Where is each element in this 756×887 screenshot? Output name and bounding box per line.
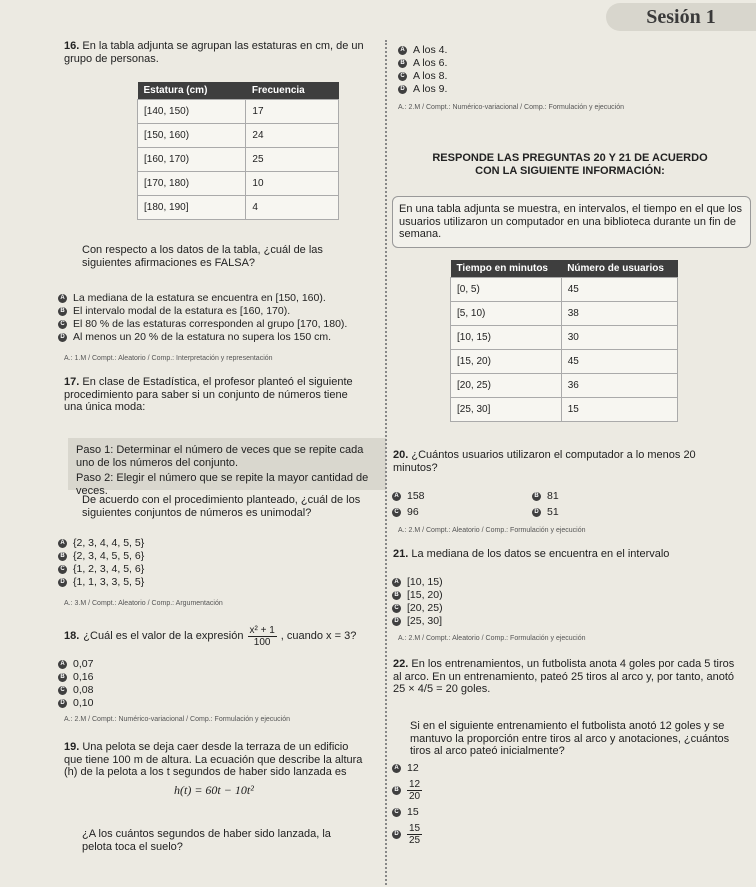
q15-tag: A.: 2.M / Compt.: Numérico-variacional / Comp.: Formulación y ejecución bbox=[398, 104, 625, 111]
q21-option-c[interactable] bbox=[392, 602, 512, 615]
q16-option-letter: C bbox=[58, 320, 67, 329]
q17-step2: Paso 2: Elegir el número que se repite la mayor cantidad de veces. bbox=[76, 472, 369, 497]
q21-text: La mediana de los datos se encuentra en el intervalo bbox=[411, 548, 670, 560]
q16-question: Con respecto a los datos de la tabla, ¿cuál de las siguientes afirmaciones es FALSA? bbox=[82, 244, 323, 269]
q22-text: En los entrenamientos, un futbolista anota 4 goles por cada 5 tiros al arco. En un entrenamiento, pateó 25 tiros al arco y, por tanto, anotó 25 × 4/5 = 20 goles. bbox=[393, 658, 735, 696]
q20-option-b[interactable] bbox=[532, 490, 632, 503]
usage-table-row-cell: 45 bbox=[561, 278, 677, 302]
q21-option-text: [15, 20) bbox=[407, 589, 443, 601]
usage-table-row-cell: 38 bbox=[561, 302, 677, 326]
q16-options bbox=[58, 292, 378, 344]
height-table-row-cell: 17 bbox=[246, 100, 339, 124]
usage-table-row-cell: [5, 10) bbox=[451, 302, 562, 326]
q15-option-b[interactable] bbox=[398, 57, 518, 70]
q16-text: En la tabla adjunta se agrupan las estaturas en cm, de un grupo de personas. bbox=[64, 40, 364, 65]
respond-line-2: CON LA SIGUIENTE INFORMACIÓN: bbox=[475, 165, 665, 177]
q20-prompt bbox=[393, 449, 738, 474]
q15-option-text: A los 9. bbox=[413, 83, 448, 95]
respond-heading bbox=[420, 152, 720, 178]
q18-option-text: 0,07 bbox=[73, 658, 94, 670]
q22-option-letter: D bbox=[392, 830, 401, 839]
q16-option-text: La mediana de la estatura se encuentra en [150, 160). bbox=[73, 292, 326, 304]
usage-table-row-cell: 30 bbox=[561, 326, 677, 350]
q16-number: 16. bbox=[64, 40, 80, 52]
usage-table-row-cell: [10, 15) bbox=[451, 326, 562, 350]
q17-option-letter: D bbox=[58, 578, 67, 587]
q17-option-a[interactable] bbox=[58, 537, 258, 550]
q20-tag: A.: 2.M / Compt.: Aleatorio / Comp.: Formulación y ejecución bbox=[398, 527, 586, 534]
height-table-row-cell: 10 bbox=[246, 172, 339, 196]
usage-table-row-cell: 36 bbox=[561, 374, 677, 398]
q20-option-text: 51 bbox=[547, 506, 559, 518]
q20-option-c[interactable] bbox=[392, 506, 532, 519]
q20-option-letter: D bbox=[532, 508, 541, 517]
q17-option-text: {2, 3, 4, 4, 5, 5} bbox=[73, 537, 145, 549]
q17-option-b[interactable] bbox=[58, 550, 258, 563]
q18-number: 18. bbox=[64, 630, 80, 643]
q16-option-d[interactable] bbox=[58, 331, 378, 344]
q21-prompt bbox=[393, 548, 738, 561]
q18-option-b[interactable] bbox=[58, 671, 178, 684]
q22-option-text: 12 bbox=[407, 762, 419, 774]
q22-option-denominator: 25 bbox=[409, 835, 421, 846]
q21-option-letter: C bbox=[392, 604, 401, 613]
q18-option-letter: B bbox=[58, 673, 67, 682]
q16-prompt bbox=[64, 40, 379, 65]
q20-option-text: 96 bbox=[407, 506, 419, 518]
q17-option-c[interactable] bbox=[58, 563, 258, 576]
usage-table-row-cell: [15, 20) bbox=[451, 350, 562, 374]
q22-text2: Si en el siguiente entrenamiento el futbolista anotó 12 goles y se mantuvo la proporción entre tiros al arco y anotaciones, ¿cuántos tiros al arco pateó inicialmente? bbox=[410, 720, 730, 758]
usage-table-row bbox=[451, 278, 678, 302]
q20-option-letter: C bbox=[392, 508, 401, 517]
q17-options bbox=[58, 537, 258, 589]
q18-option-c[interactable] bbox=[58, 684, 178, 697]
q22-option-text: 15 bbox=[407, 806, 419, 818]
q19-question: ¿A los cuántos segundos de haber sido lanzada, la pelota toca el suelo? bbox=[82, 828, 331, 853]
q17-procedure-box bbox=[68, 438, 386, 497]
q21-option-text: [20, 25) bbox=[407, 602, 443, 614]
q18-option-d[interactable] bbox=[58, 697, 178, 710]
usage-table-row-cell: [20, 25) bbox=[451, 374, 562, 398]
height-table-row-cell: [170, 180) bbox=[138, 172, 246, 196]
q20-text: ¿Cuántos usuarios utilizaron el computador a lo menos 20 minutos? bbox=[393, 449, 696, 474]
usage-table-row bbox=[451, 374, 678, 398]
height-table-row-cell: [140, 150) bbox=[138, 100, 246, 124]
height-table-row bbox=[138, 172, 339, 196]
q22-option-numerator: 15 bbox=[409, 823, 421, 834]
q15-option-c[interactable] bbox=[398, 70, 518, 83]
frequency-col-header: Frecuencia bbox=[246, 82, 339, 100]
q15-option-text: A los 4. bbox=[413, 44, 448, 56]
q18-tag: A.: 2.M / Compt.: Numérico-variacional / Comp.: Formulación y ejecución bbox=[64, 716, 291, 723]
q20-option-text: 81 bbox=[547, 490, 559, 502]
q17-number: 17. bbox=[64, 376, 80, 388]
usage-table-row bbox=[451, 302, 678, 326]
usage-table-row-cell: [25, 30] bbox=[451, 398, 562, 422]
q15-option-letter: C bbox=[398, 72, 407, 81]
q19-number: 19. bbox=[64, 741, 80, 753]
q17-question: De acuerdo con el procedimiento planteado, ¿cuál de los siguientes conjuntos de números es unimodal? bbox=[82, 494, 361, 519]
q15-option-letter: B bbox=[398, 59, 407, 68]
q21-option-d[interactable] bbox=[392, 615, 512, 628]
q17-option-letter: A bbox=[58, 539, 67, 548]
usage-table-row-cell: [0, 5) bbox=[451, 278, 562, 302]
q22-option-letter: C bbox=[392, 808, 401, 817]
q17-tag: A.: 3.M / Compt.: Aleatorio / Comp.: Argumentación bbox=[64, 600, 223, 607]
q18-option-letter: A bbox=[58, 660, 67, 669]
q16-option-text: El intervalo modal de la estatura es [160, 170). bbox=[73, 305, 291, 317]
q20-options bbox=[392, 490, 642, 519]
q19-prompt bbox=[64, 741, 364, 779]
height-table-row-cell: [160, 170) bbox=[138, 148, 246, 172]
respond-line-1: RESPONDE LAS PREGUNTAS 20 Y 21 DE ACUERDO bbox=[432, 152, 708, 164]
usage-table-row bbox=[451, 398, 678, 422]
height-table-row-cell: 4 bbox=[246, 196, 339, 220]
height-table-row bbox=[138, 148, 339, 172]
q18-options bbox=[58, 658, 178, 710]
q21-tag: A.: 2.M / Compt.: Aleatorio / Comp.: Formulación y ejecución bbox=[398, 635, 586, 642]
q21-option-letter: B bbox=[392, 591, 401, 600]
q20-number: 20. bbox=[393, 449, 409, 461]
q18-option-letter: D bbox=[58, 699, 67, 708]
q17-option-text: {1, 1, 3, 3, 5, 5} bbox=[73, 576, 145, 588]
q21-options bbox=[392, 576, 512, 628]
q21-option-b[interactable] bbox=[392, 589, 512, 602]
q15-option-letter: A bbox=[398, 46, 407, 55]
q22-options bbox=[392, 762, 472, 850]
q15-option-text: A los 6. bbox=[413, 57, 448, 69]
q15-option-d[interactable] bbox=[398, 83, 518, 96]
usage-table-row bbox=[451, 350, 678, 374]
q22-option-fraction bbox=[407, 779, 422, 802]
q22-option-letter: A bbox=[392, 764, 401, 773]
q18-option-a[interactable] bbox=[58, 658, 178, 671]
q20-option-text: 158 bbox=[407, 490, 425, 502]
q16-option-a[interactable] bbox=[58, 292, 378, 305]
q16-option-text: Al menos un 20 % de la estatura no supera los 150 cm. bbox=[73, 331, 331, 343]
usage-table bbox=[450, 260, 678, 422]
q22-option-letter: B bbox=[392, 786, 401, 795]
q22-option-d[interactable] bbox=[392, 823, 472, 846]
q20-option-letter: B bbox=[532, 492, 541, 501]
q22-option-c[interactable] bbox=[392, 806, 472, 819]
q15-option-letter: D bbox=[398, 85, 407, 94]
height-table-row-cell: [180, 190] bbox=[138, 196, 246, 220]
q21-number: 21. bbox=[393, 548, 409, 560]
q20-option-d[interactable] bbox=[532, 506, 632, 519]
column-divider bbox=[385, 40, 387, 885]
q21-option-letter: D bbox=[392, 617, 401, 626]
q16-option-text: El 80 % de las estaturas corresponden al grupo [170, 180). bbox=[73, 318, 348, 330]
q16-tag: A.: 1.M / Compt.: Aleatorio / Comp.: Interpretación y representación bbox=[64, 355, 273, 362]
q15-options bbox=[398, 44, 518, 96]
q20-option-letter: A bbox=[392, 492, 401, 501]
q17-option-d[interactable] bbox=[58, 576, 258, 589]
q17-option-letter: C bbox=[58, 565, 67, 574]
q18-frac-den: 100 bbox=[253, 637, 271, 648]
q18-text-before: ¿Cuál es el valor de la expresión bbox=[83, 630, 244, 643]
height-table-row-cell: 25 bbox=[246, 148, 339, 172]
time-col-header: Tiempo en minutos bbox=[451, 260, 562, 278]
q17-option-letter: B bbox=[58, 552, 67, 561]
q16-option-c[interactable] bbox=[58, 318, 378, 331]
q20-option-a[interactable] bbox=[392, 490, 532, 503]
q16-option-letter: D bbox=[58, 333, 67, 342]
q15-option-a[interactable] bbox=[398, 44, 518, 57]
q18-prompt bbox=[64, 625, 384, 648]
usage-table-row bbox=[451, 326, 678, 350]
q18-frac-num: x² + 1 bbox=[249, 625, 275, 636]
q17-option-text: {2, 3, 4, 5, 5, 6} bbox=[73, 550, 145, 562]
q17-option-text: {1, 2, 3, 4, 5, 6} bbox=[73, 563, 145, 575]
q21-option-a[interactable] bbox=[392, 576, 512, 589]
usage-table-row-cell: 15 bbox=[561, 398, 677, 422]
users-col-header: Número de usuarios bbox=[561, 260, 677, 278]
q18-option-text: 0,10 bbox=[73, 697, 94, 709]
q19-text: Una pelota se deja caer desde la terraza de un edificio que tiene 100 m de altura. La ecuación que describe la altura (h) de la pelota a los t segundos de haber sido lanzada es bbox=[64, 741, 363, 779]
info-box: En una tabla adjunta se muestra, en intervalos, el tiempo en el que los usuarios utilizaron un computador en una biblioteca durante un fin de semana. bbox=[392, 196, 751, 248]
height-table-row bbox=[138, 100, 339, 124]
usage-table-row-cell: 45 bbox=[561, 350, 677, 374]
height-table-row-cell: [150, 160) bbox=[138, 124, 246, 148]
q17-text: En clase de Estadística, el profesor planteó el siguiente procedimiento para saber si un conjunto de números tiene una única moda: bbox=[64, 376, 353, 414]
height-table-row-cell: 24 bbox=[246, 124, 339, 148]
q16-option-letter: B bbox=[58, 307, 67, 316]
q17-prompt bbox=[64, 376, 369, 414]
session-title: Sesión 1 bbox=[606, 3, 756, 31]
q22-option-b[interactable] bbox=[392, 779, 472, 802]
q22-prompt bbox=[393, 658, 738, 696]
q22-option-fraction bbox=[407, 823, 422, 846]
height-table bbox=[137, 82, 339, 220]
q21-option-text: [10, 15) bbox=[407, 576, 443, 588]
q22-number: 22. bbox=[393, 658, 409, 670]
q21-option-text: [25, 30] bbox=[407, 615, 443, 627]
q18-option-letter: C bbox=[58, 686, 67, 695]
q18-expression bbox=[248, 625, 277, 648]
q18-option-text: 0,16 bbox=[73, 671, 94, 683]
q18-option-text: 0,08 bbox=[73, 684, 94, 696]
q22-option-numerator: 12 bbox=[409, 779, 421, 790]
q22-option-denominator: 20 bbox=[409, 791, 421, 802]
q16-option-b[interactable] bbox=[58, 305, 378, 318]
q16-option-letter: A bbox=[58, 294, 67, 303]
height-table-row bbox=[138, 196, 339, 220]
q15-option-text: A los 8. bbox=[413, 70, 448, 82]
height-col-header: Estatura (cm) bbox=[138, 82, 246, 100]
q21-option-letter: A bbox=[392, 578, 401, 587]
height-table-row bbox=[138, 124, 339, 148]
q17-step1: Paso 1: Determinar el número de veces que se repite cada uno de los números del conjunto. bbox=[76, 444, 364, 469]
q22-option-a[interactable] bbox=[392, 762, 472, 775]
q18-text-after: , cuando x = 3? bbox=[280, 630, 357, 643]
q19-equation: h(t) = 60t − 10t² bbox=[174, 783, 254, 797]
